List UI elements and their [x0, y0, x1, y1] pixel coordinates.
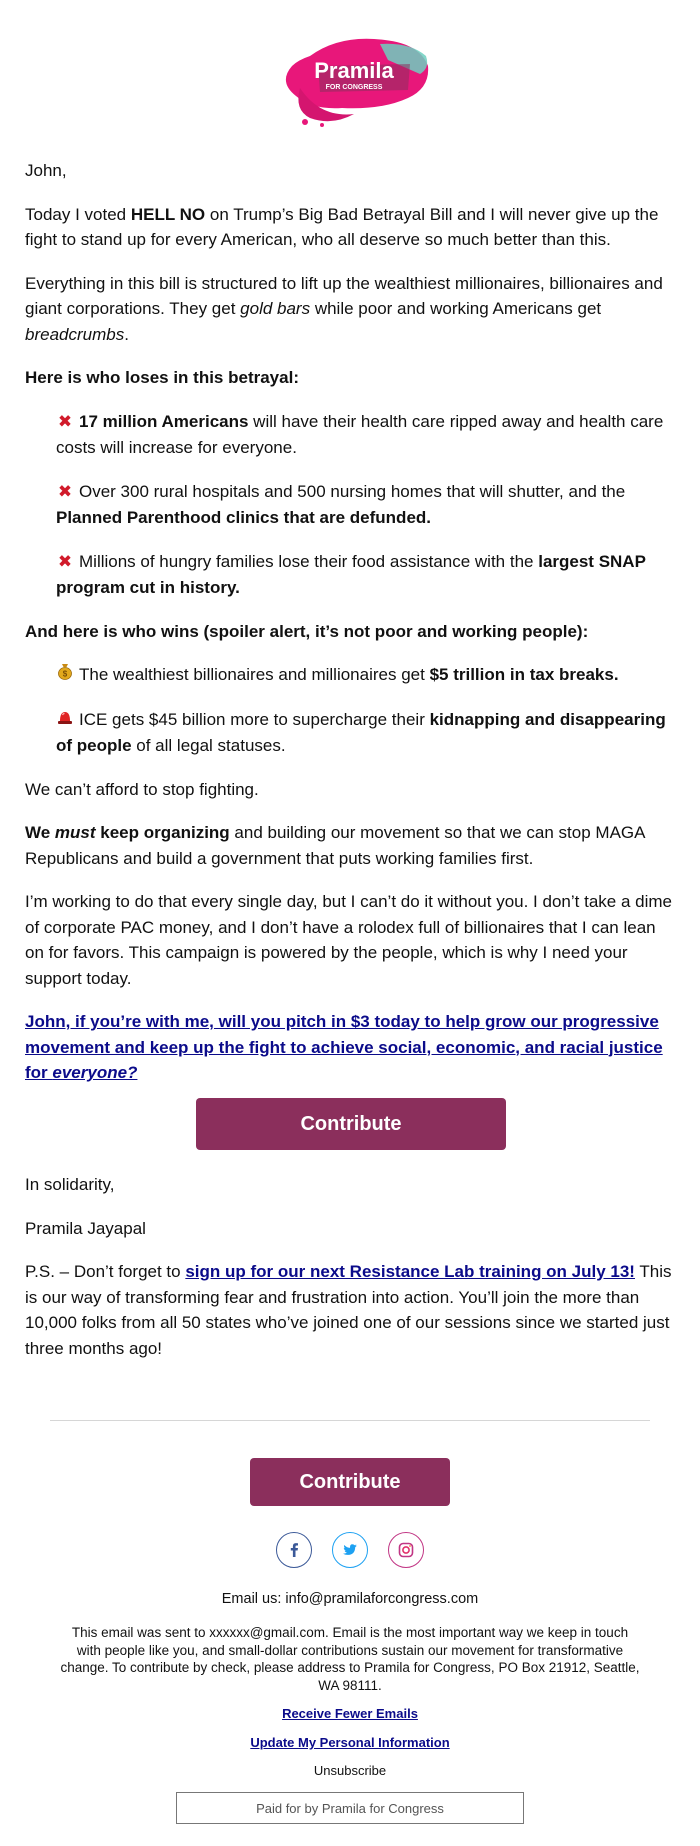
paragraph-afford: We can’t afford to stop fighting.: [25, 779, 259, 799]
text-span: and building our movement so that we can stop MAGA Republicans and build a government that puts working families first.: [25, 823, 645, 868]
receive-fewer-emails-link[interactable]: Receive Fewer Emails: [282, 1706, 418, 1721]
bold-span: HELL NO: [130, 204, 206, 224]
text-span: P.S. – Don’t forget to: [25, 1262, 186, 1281]
heading-text: And here is who wins (spoiler alert, it’s not poor and working people):: [25, 621, 589, 641]
heading-text: Here is who loses in this betrayal:: [25, 368, 299, 387]
text-span: while poor and working Americans get: [310, 299, 602, 318]
text-span: Today I voted: [25, 204, 131, 224]
footer-divider: [50, 1420, 650, 1421]
red-x-icon: ✖: [57, 551, 73, 572]
email-closing: [25, 1172, 675, 1379]
bold-span: 17 million Americans: [79, 411, 249, 431]
social-links: [0, 1532, 700, 1568]
update-info-row: [0, 1735, 700, 1750]
red-x-icon: ✖: [57, 481, 73, 502]
loser-item-2: [25, 479, 675, 531]
red-x-icon: ✖: [57, 411, 73, 432]
text-span: .: [124, 324, 129, 344]
winner-item-2: [25, 707, 675, 759]
money-bag-icon: [56, 662, 74, 689]
text-span: of all legal statuses.: [131, 736, 286, 755]
bold-span: keep organizing: [95, 823, 230, 842]
logo-sub-text: FOR CONGRESS: [325, 84, 383, 91]
resistance-lab-link[interactable]: sign up for our next Resistance Lab training on July 13!: [185, 1262, 635, 1281]
italic-span: breadcrumbs: [25, 324, 125, 344]
text-span: Over 300 rural hospitals and 500 nursing homes that will shutter, and the: [79, 481, 626, 501]
signature: Pramila Jayapal: [25, 1218, 146, 1238]
twitter-icon[interactable]: [332, 1532, 368, 1568]
paragraph-gold-bars: [25, 271, 675, 348]
paid-for-disclaimer: Paid for by Pramila for Congress: [176, 1792, 524, 1824]
bold-italic-span: must: [54, 823, 96, 842]
svg-text:$: $: [62, 669, 68, 679]
receive-fewer-row: [0, 1706, 700, 1721]
text-span: ICE gets $45 billion more to supercharge their: [79, 709, 430, 729]
italic-span: gold bars: [240, 299, 311, 318]
bold-span: Planned Parenthood clinics that are defunded.: [56, 508, 432, 527]
winners-heading: [25, 619, 675, 645]
footer-fine-print: This email was sent to xxxxxx@gmail.com. Email is the most important way we keep in touch with people like you, and small-dollar contributions sustain our movement for transformative change. To contribute by check, please address to Pramila for Congress, PO Box 21912, Seattle, WA 98111.: [60, 1625, 640, 1693]
bold-span: $5 trillion in tax breaks.: [429, 665, 619, 684]
link-text: John, if you’re with me, will you pitch in $3 today to help grow our progressive movement and keep up the fight to achieve social, economic, and racial justice for: [25, 1012, 663, 1082]
header-logo: [0, 26, 700, 136]
text-span: will have their health care ripped away and health care costs will increase for everyone.: [56, 411, 664, 457]
ps-paragraph: [25, 1259, 675, 1361]
pramila-logo: [270, 26, 430, 130]
link-italic-text: everyone?: [52, 1063, 138, 1082]
losers-heading: [25, 365, 675, 391]
instagram-icon[interactable]: [388, 1532, 424, 1568]
text-span: Millions of hungry families lose their food assistance with the: [79, 551, 539, 571]
footer-contribute-button[interactable]: Contribute: [250, 1458, 450, 1506]
paragraph-working: I’m working to do that every single day, but I can’t do it without you. I don’t take a dime of corporate PAC money, and I don’t have a rolodex full of billionaires that I can lean on for favors. This campaign is powered by the people, which is why I need your support today.: [25, 892, 672, 988]
greeting: John,: [25, 161, 67, 180]
signoff: In solidarity,: [25, 1175, 115, 1194]
donate-ask-link[interactable]: [25, 1012, 663, 1082]
text-span: Everything in this bill is structured to lift up the wealthiest millionaires, billionaires and giant corporations. They get: [25, 273, 663, 318]
paragraph-hell-no: [25, 202, 675, 253]
loser-item-1: [25, 409, 675, 461]
siren-icon: [56, 708, 74, 734]
text-span: This is our way of transforming fear and frustration into action. You’ll join the more than 10,000 folks from all 50 states who’ve joined one of our sessions since we started just three months ago!: [25, 1262, 672, 1358]
facebook-icon[interactable]: [276, 1532, 312, 1568]
loser-item-3: [25, 549, 675, 601]
winner-item-1: [25, 662, 675, 689]
logo-name-text: Pramila: [314, 58, 394, 83]
footer-email-us: Email us: info@pramilaforcongress.com: [221, 1591, 479, 1607]
email-body: [25, 158, 675, 1104]
text-span: on Trump’s Big Bad Betrayal Bill and I will never give up the fight to stand up for every American, who all deserve so much better than this.: [25, 204, 659, 249]
text-span: The wealthiest billionaires and millionaires get: [79, 665, 430, 684]
bold-span: kidnapping and disappearing of people: [56, 709, 666, 755]
contribute-button[interactable]: Contribute: [196, 1098, 506, 1150]
unsubscribe-link[interactable]: Unsubscribe: [313, 1763, 387, 1778]
bold-span: largest SNAP program cut in history.: [56, 551, 646, 597]
paragraph-organizing: [25, 820, 675, 871]
update-personal-info-link[interactable]: Update My Personal Information: [250, 1735, 450, 1750]
bold-span: We: [25, 823, 55, 842]
ask-paragraph: [25, 1009, 675, 1086]
